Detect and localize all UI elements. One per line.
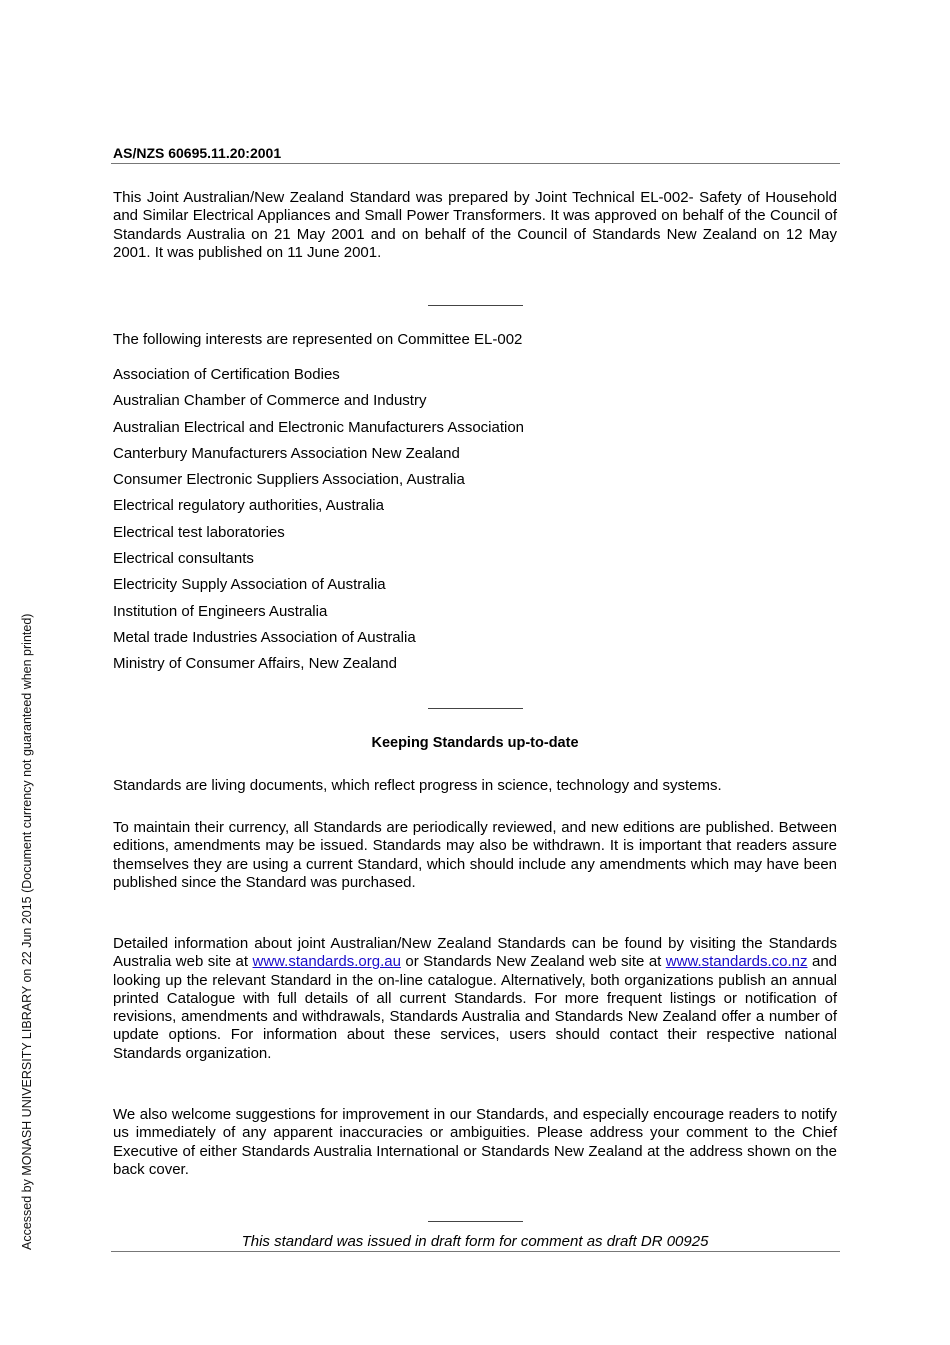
paragraph-suggestions: We also welcome suggestions for improvement in our Standards, and especially encourage readers to notify us immediately of any apparent inaccuracies or ambiguities. Please address your comment to the Chief Executive of either Standards Australia International or Standards New Zealand at the address shown on the back cover. xyxy=(113,1106,837,1178)
committee-member: Electrical test laboratories xyxy=(113,523,285,541)
intro-paragraph: This Joint Australian/New Zealand Standard was prepared by Joint Technical EL-002- Safety of Household and Similar Electrical Appliances and Small Power Transformers. It was approved on behalf of the Council of Standards Australia on 21 May 2001 and on behalf of the Council of Standards New Zealand on 12 May 2001. It was published on 11 June 2001. xyxy=(113,189,837,261)
paragraph-text: Detailed information about joint Australian/New Zealand Standards can be found by visiting the Standards Australia web site at xyxy=(113,935,837,971)
access-watermark: Accessed by MONASH UNIVERSITY LIBRARY on 22 Jun 2015 (Document currency not guaranteed when printed) xyxy=(20,613,34,1250)
committee-member: Association of Certification Bodies xyxy=(113,366,340,383)
document-id: AS/NZS 60695.11.20:2001 xyxy=(113,145,282,161)
committee-member: Canterbury Manufacturers Association New Zealand xyxy=(113,444,460,462)
committee-member: Electricity Supply Association of Australia xyxy=(113,576,386,594)
committee-member: Electrical regulatory authorities, Australia xyxy=(113,497,384,515)
paragraph-text: or Standards New Zealand web site at xyxy=(400,953,666,971)
paragraph-detailed-information xyxy=(113,935,837,1063)
footer-divider xyxy=(111,1251,840,1252)
committee-member: Australian Electrical and Electronic Manufacturers Association xyxy=(113,418,525,436)
committee-member: Ministry of Consumer Affairs, New Zealand xyxy=(113,655,397,673)
committee-member: Metal trade Industries Association of Australia xyxy=(113,628,416,646)
committee-member: Electrical consultants xyxy=(113,550,254,568)
paragraph-text: and looking up the relevant Standard in the on-line catalogue. Alternatively, both organizations publish an annual printed Catalogue with full details of all current Standards. For more frequent listings or notification of revisions, amendments and withdrawals, Standards Australia and Standards New Zealand offer a number of update options. For information about these services, users should contact their respective national Standards organization. xyxy=(113,953,838,1062)
paragraph-living-documents: Standards are living documents, which reflect progress in science, technology and systems. xyxy=(113,777,722,794)
standards-new-zealand-link[interactable]: www.standards.co.nz xyxy=(665,953,808,971)
section-divider xyxy=(428,305,523,306)
committee-intro: The following interests are represented on Committee EL-002 xyxy=(113,331,523,348)
draft-note: This standard was issued in draft form for comment as draft DR 00925 xyxy=(241,1233,709,1250)
committee-members-list xyxy=(113,366,524,682)
committee-member: Institution of Engineers Australia xyxy=(113,602,328,620)
committee-member: Australian Chamber of Commerce and Industry xyxy=(113,392,427,410)
header-divider xyxy=(111,163,840,164)
standards-australia-link[interactable]: www.standards.org.au xyxy=(252,953,401,971)
section-divider xyxy=(428,708,523,709)
committee-member: Consumer Electronic Suppliers Association, Australia xyxy=(113,471,465,489)
section-divider xyxy=(428,1221,523,1222)
section-title: Keeping Standards up-to-date xyxy=(371,735,579,751)
paragraph-currency: To maintain their currency, all Standards are periodically reviewed, and new editions are published. Between editions, amendments may be issued. Standards may also be withdrawn. It is important that readers assure themselves they are using a current Standard, which should include any amendments which may have been published since the Standard was purchased. xyxy=(113,819,837,891)
